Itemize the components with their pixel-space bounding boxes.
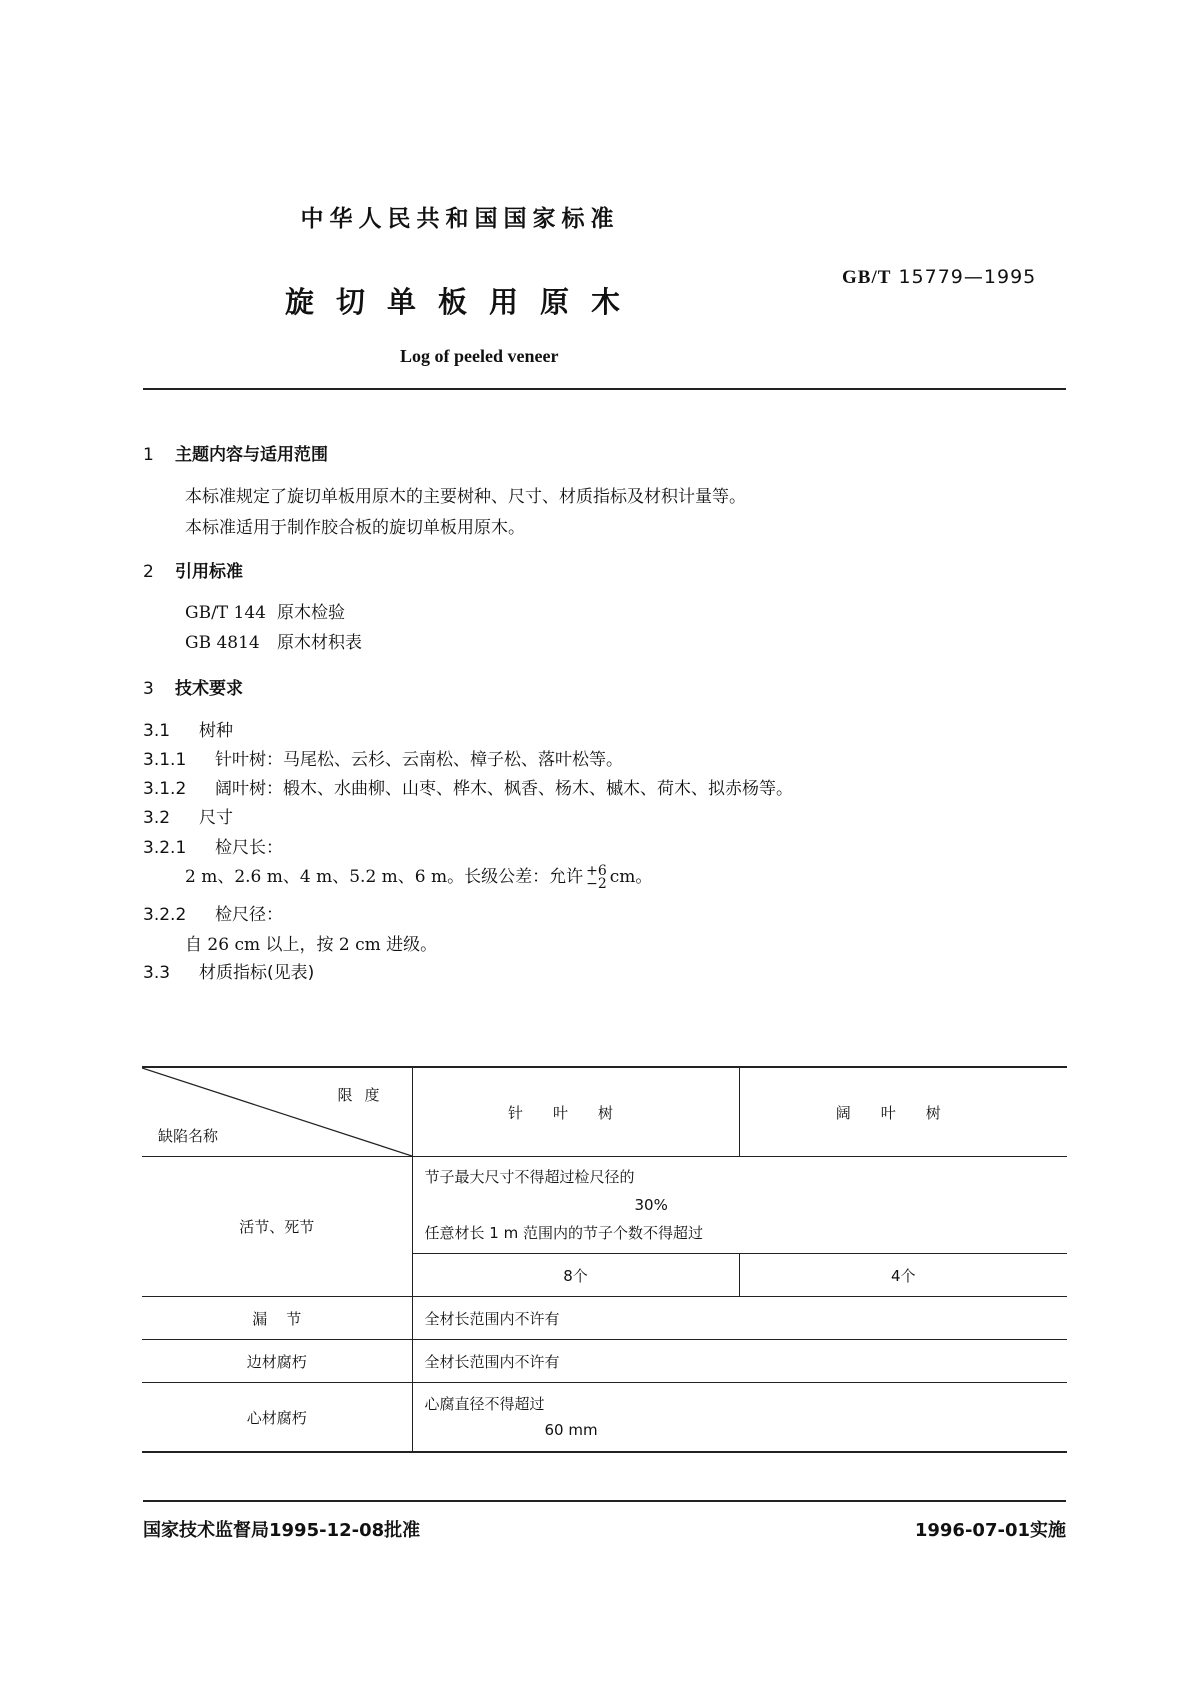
table-row <box>142 1297 1067 1340</box>
conifer-knot-count: 8个 <box>412 1254 739 1297</box>
length-values: 2 m、2.6 m、4 m、5.2 m、6 m。长级公差：允许 +6 −2 cm。 <box>185 862 653 892</box>
material-quality-table <box>142 1066 1067 1453</box>
tolerance-fraction: +6 −2 <box>586 862 607 892</box>
code-prefix: GB/T <box>842 267 892 288</box>
diameter-text: 自 26 cm 以上，按 2 cm 进级。 <box>185 935 438 955</box>
section-3-1-1: 3.1.1 针叶树：马尾松、云杉、云南松、樟子松、落叶松等。 <box>143 750 623 770</box>
header-limit: 限度 <box>337 1086 392 1104</box>
document-title: 旋切单板用原木 <box>285 285 643 319</box>
section-3-heading: 3 技术要求 <box>143 679 243 699</box>
limit-text: 心腐直径不得超过 60 mm <box>412 1383 1067 1453</box>
section-1-para-1: 本标准规定了旋切单板用原木的主要树种、尺寸、材质指标及材积计量等。 <box>185 487 746 507</box>
table-row <box>142 1157 1067 1254</box>
section-2-heading: 2 引用标准 <box>143 562 243 582</box>
reference-item: GB 4814 原木材积表 <box>185 633 362 653</box>
limit-text: 全材长范围内不许有 <box>412 1297 1067 1340</box>
section-3-1: 3.1 树种 <box>143 721 233 741</box>
defect-name: 边材腐朽 <box>142 1340 412 1383</box>
section-1-heading: 1 主题内容与适用范围 <box>143 445 328 465</box>
knot-limit-cell: 节子最大尺寸不得超过检尺径的 30% 任意材长 1 m 范围内的节子个数不得超过 <box>412 1157 1067 1254</box>
national-standard-heading: 中华人民共和国国家标准 <box>300 206 620 232</box>
defect-name: 活节、死节 <box>142 1157 412 1297</box>
english-title: Log of peeled veneer <box>400 346 559 366</box>
section-3-2-1: 3.2.1 检尺长： <box>143 838 283 858</box>
header-defect-name: 缺陷名称 <box>158 1127 219 1145</box>
diagonal-header-cell <box>142 1067 412 1157</box>
effective-date: 1996-07-01实施 <box>914 1520 1066 1541</box>
table-header-row <box>142 1067 1067 1157</box>
section-3-1-2: 3.1.2 阔叶树：椴木、水曲柳、山枣、桦木、枫香、杨木、槭木、荷木、拟赤杨等。 <box>143 779 793 799</box>
standard-code <box>842 266 1036 289</box>
header-divider <box>143 388 1066 390</box>
reference-item: GB/T 144 原木检验 <box>185 603 345 623</box>
defect-name: 心材腐朽 <box>142 1383 412 1453</box>
section-3-2: 3.2 尺寸 <box>143 808 233 828</box>
broadleaf-knot-count: 4个 <box>739 1254 1067 1297</box>
table-row <box>142 1340 1067 1383</box>
approval-date: 国家技术监督局1995-12-08批准 <box>143 1520 421 1541</box>
code-number: 15779—1995 <box>898 266 1037 288</box>
table-row <box>142 1383 1067 1453</box>
header-conifer: 针叶树 <box>412 1067 739 1157</box>
header-broadleaf: 阔叶树 <box>739 1067 1067 1157</box>
footer-divider <box>143 1500 1066 1502</box>
defect-name: 漏 节 <box>142 1297 412 1340</box>
section-3-2-2: 3.2.2 检尺径： <box>143 905 283 925</box>
section-3-3: 3.3 材质指标(见表) <box>143 963 315 983</box>
limit-text: 全材长范围内不许有 <box>412 1340 1067 1383</box>
section-1-para-2: 本标准适用于制作胶合板的旋切单板用原木。 <box>185 518 525 538</box>
